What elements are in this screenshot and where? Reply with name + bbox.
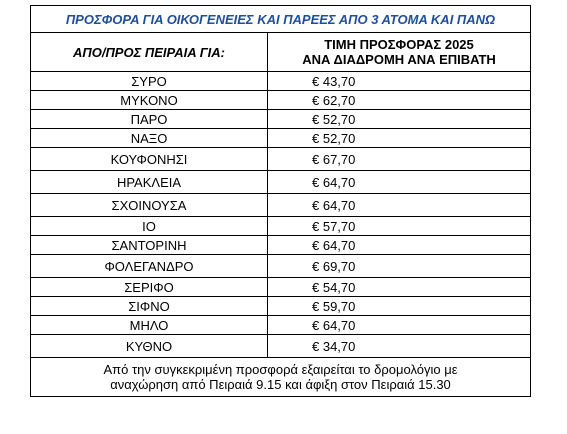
destination-cell: ΣΕΡΙΦΟ: [31, 278, 268, 297]
destination-cell: ΗΡΑΚΛΕΙΑ: [31, 171, 268, 194]
price-cell: € 34,70: [268, 335, 531, 358]
price-header-line-2: ΑΝΑ ΔΙΑΔΡΟΜΗ ΑΝΑ ΕΠΙΒΑΤΗ: [302, 52, 496, 67]
table-row: [31, 194, 531, 217]
footnote-line-1: Από την συγκεκριμένη προσφορά εξαιρείται το δρομολόγιο με: [103, 362, 458, 377]
table-row: [31, 129, 531, 148]
table-row: [31, 171, 531, 194]
price-cell: € 59,70: [268, 297, 531, 316]
table-row: [31, 236, 531, 255]
destination-cell: ΝΑΞΟ: [31, 129, 268, 148]
table-row: [31, 335, 531, 358]
offer-price-table: [30, 5, 531, 397]
destination-cell: ΙΟ: [31, 217, 268, 236]
price-cell: € 57,70: [268, 217, 531, 236]
footnote: [31, 358, 531, 397]
destination-cell: ΣΑΝΤΟΡΙΝΗ: [31, 236, 268, 255]
price-cell: € 62,70: [268, 91, 531, 110]
destination-cell: ΠΑΡΟ: [31, 110, 268, 129]
price-cell: € 52,70: [268, 129, 531, 148]
price-cell: € 64,70: [268, 236, 531, 255]
destination-cell: ΚΥΘΝΟ: [31, 335, 268, 358]
table-row: [31, 148, 531, 171]
destination-cell: ΜΥΚΟΝΟ: [31, 91, 268, 110]
price-header-line-1: ΤΙΜΗ ΠΡΟΣΦΟΡΑΣ 2025: [324, 37, 474, 52]
price-cell: € 64,70: [268, 171, 531, 194]
destination-cell: ΣΙΦΝΟ: [31, 297, 268, 316]
destination-cell: ΣΧΟΙΝΟΥΣΑ: [31, 194, 268, 217]
table-row: [31, 110, 531, 129]
price-cell: € 69,70: [268, 255, 531, 278]
route-column-header: ΑΠΟ/ΠΡΟΣ ΠΕΙΡΑΙΑ ΓΙΑ:: [31, 33, 268, 72]
table-row: [31, 217, 531, 236]
price-cell: € 67,70: [268, 148, 531, 171]
table-row: [31, 297, 531, 316]
table-row: [31, 278, 531, 297]
destination-cell: ΚΟΥΦΟΝΗΣΙ: [31, 148, 268, 171]
table-row: [31, 91, 531, 110]
price-cell: € 54,70: [268, 278, 531, 297]
price-cell: € 52,70: [268, 110, 531, 129]
price-cell: € 43,70: [268, 72, 531, 91]
price-cell: € 64,70: [268, 316, 531, 335]
price-cell: € 64,70: [268, 194, 531, 217]
destination-cell: ΣΥΡΟ: [31, 72, 268, 91]
table-row: [31, 255, 531, 278]
destination-cell: ΜΗΛΟ: [31, 316, 268, 335]
table-row: [31, 72, 531, 91]
table-row: [31, 316, 531, 335]
footnote-line-2: αναχώρηση από Πειραιά 9.15 και άφιξη στον Πειραιά 15.30: [110, 377, 451, 392]
price-column-header: [268, 33, 531, 72]
destination-cell: ΦΟΛΕΓΑΝΔΡΟ: [31, 255, 268, 278]
table-title: ΠΡΟΣΦΟΡΑ ΓΙΑ ΟΙΚΟΓΕΝΕΙΕΣ ΚΑΙ ΠΑΡΕΕΣ ΑΠΟ 3 ΑΤΟΜΑ ΚΑΙ ΠΑΝΩ: [31, 6, 531, 33]
